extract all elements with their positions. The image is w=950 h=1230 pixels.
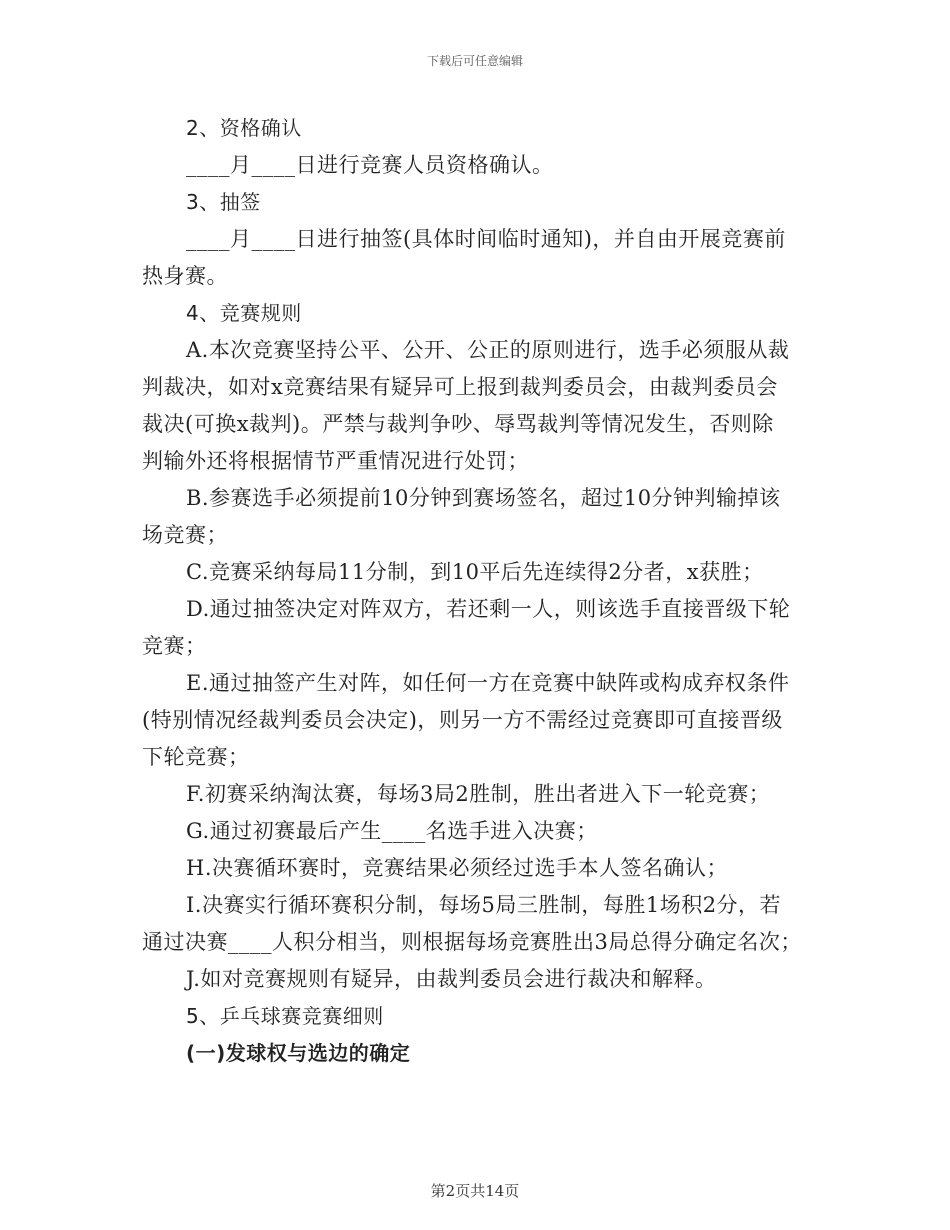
doc-line: G.通过初赛最后产生____名选手进入决赛； bbox=[186, 819, 598, 843]
doc-line: C.竞赛采纳每局11分制，到10平后先连续得2分者，x获胜； bbox=[186, 560, 764, 584]
section-heading: 2、资格确认 bbox=[186, 116, 302, 140]
doc-line: 通过决赛____人积分相当，则根据每场竞赛胜出3局总得分确定名次； bbox=[142, 930, 802, 954]
doc-line: 热身赛。 bbox=[142, 264, 228, 288]
doc-line: I.决赛实行循环赛积分制，每场5局三胜制，每胜1场积2分，若 bbox=[186, 893, 782, 917]
doc-line: 判输外还将根据情节严重情况进行处罚； bbox=[142, 449, 529, 473]
page-footer: 第2页共14页 bbox=[430, 1182, 520, 1200]
section-heading: 4、竞赛规则 bbox=[186, 301, 302, 325]
doc-line: F.初赛采纳淘汰赛，每场3局2胜制，胜出者进入下一轮竞赛； bbox=[186, 782, 771, 806]
doc-line: 竞赛； bbox=[142, 634, 207, 658]
section-heading: 5、乒乓球赛竞赛细则 bbox=[186, 1004, 384, 1028]
page-header: 下载后可任意编辑 bbox=[426, 54, 523, 68]
doc-line: (特别情况经裁判委员会决定)，则另一方不需经过竞赛即可直接晋级 bbox=[142, 708, 783, 732]
section-heading: (一)发球权与选边的确定 bbox=[186, 1041, 411, 1065]
section-heading: 3、抽签 bbox=[186, 190, 261, 214]
doc-line: D.通过抽签决定对阵双方，若还剩一人，则该选手直接晋级下轮 bbox=[186, 597, 791, 621]
doc-line: 判裁决，如对x竞赛结果有疑异可上报到裁判委员会，由裁判委员会 bbox=[142, 375, 778, 399]
doc-line: 裁决(可换x裁判)。严禁与裁判争吵、辱骂裁判等情况发生，否则除 bbox=[142, 412, 774, 436]
document-body bbox=[142, 110, 812, 1072]
doc-line: E.通过抽签产生对阵，如任何一方在竞赛中缺阵或构成弃权条件 bbox=[186, 671, 790, 695]
doc-line: H.决赛循环赛时，竞赛结果必须经过选手本人签名确认； bbox=[186, 856, 728, 880]
doc-line: 场竞赛； bbox=[142, 523, 228, 547]
doc-line: ____月____日进行竞赛人员资格确认。 bbox=[186, 153, 554, 177]
doc-line: 下轮竞赛； bbox=[142, 745, 250, 769]
doc-line: ____月____日进行抽签(具体时间临时通知)，并自由开展竞赛前 bbox=[186, 227, 786, 251]
doc-line: B.参赛选手必须提前10分钟到赛场签名，超过10分钟判输掉该 bbox=[186, 486, 781, 510]
doc-line: J.如对竞赛规则有疑异，由裁判委员会进行裁决和解释。 bbox=[186, 967, 717, 991]
doc-line: A.本次竞赛坚持公平、公开、公正的原则进行，选手必须服从裁 bbox=[186, 338, 790, 362]
